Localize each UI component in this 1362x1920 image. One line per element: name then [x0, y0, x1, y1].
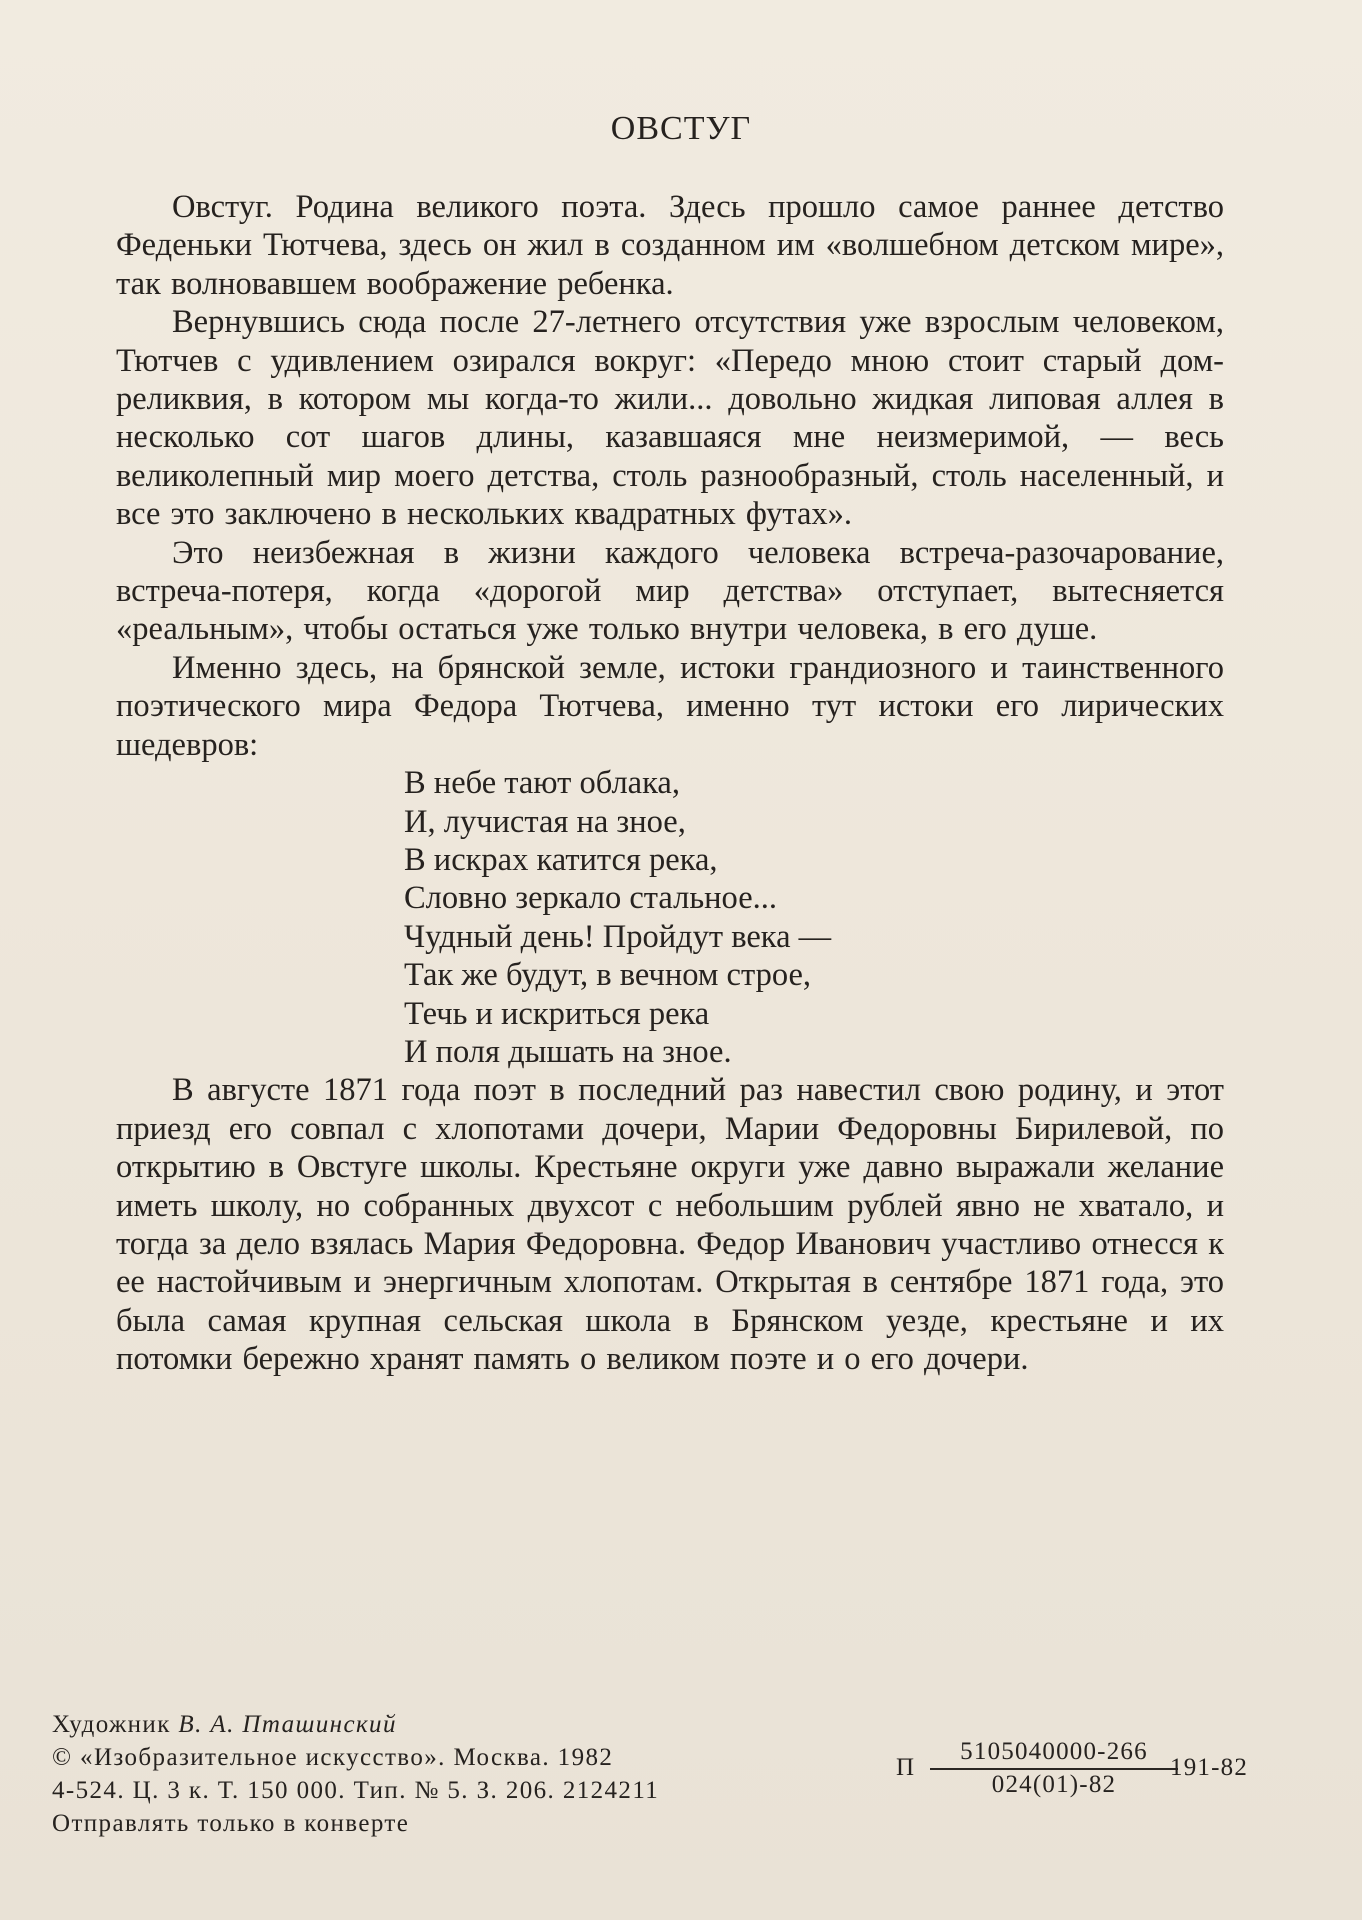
poem-line: Словно зеркало стальное... — [404, 880, 777, 917]
paragraph-1: Овстуг. Родина великого поэта. Здесь прошло самое раннее детство Феденьки Тютчева, здесь он жил в созданном им «волшебном детском мире», так волновавшем воображение ребенка. — [116, 189, 1224, 302]
artist-credit — [52, 1708, 1302, 1741]
paragraph-2: Вернувшись сюда после 27-летнего отсутствия уже взрослым человеком, Тютчев с удивлением озирался вокруг: «Передо мною стоит старый дом-реликвия, в котором мы когда-то жили... довольно жидкая липовая аллея в несколько сот шагов длины, казавшаяся мне неизмеримой, — весь великолепный мир моего детства, столь разнообразный, столь населенный, и все это заключено в нескольких квадратных футах». — [116, 304, 1224, 533]
print-info-line: 4-524. Ц. 3 к. Т. 150 000. Тип. № 5. З. 206. 2124211 — [52, 1777, 660, 1804]
catalog-index — [812, 1738, 1272, 1798]
poem-line: В искрах катится река, — [404, 841, 718, 878]
index-prefix: П — [896, 1754, 916, 1781]
poem-line: Чудный день! Пройдут века — — [404, 918, 832, 955]
index-numerator: 5105040000-266 — [930, 1738, 1178, 1770]
poem-line: И поля дышать на зное. — [404, 1033, 732, 1070]
poem-line: И, лучистая на зное, — [404, 803, 686, 840]
poem-line: Так же будут, в вечном строе, — [404, 957, 812, 994]
publisher-line: © «Изобразительное искусство». Москва. 1982 — [52, 1744, 614, 1771]
poem-line: Течь и искриться река — [404, 995, 710, 1032]
mailing-note: Отправлять только в конверте — [52, 1810, 410, 1837]
poem-stanza — [116, 764, 1224, 1071]
poem-line: В небе тают облака, — [404, 765, 680, 802]
paragraph-3: Это неизбежная в жизни каждого человека встреча-разочарование, встреча-потеря, когда «дорогой мир детства» отступает, вытесняется «реальным», чтобы остаться уже только внутри человека, в его душе. — [116, 534, 1224, 648]
artist-name: В. А. Пташинский — [178, 1711, 397, 1738]
paragraph-closing: В августе 1871 года поэт в последний раз навестил свою родину, и этот приезд его совпал с хлопотами дочери, Марии Федоровны Бирилевой, по открытию в Овстуге школы. Крестьяне округи уже давно выражали желание иметь школу, но собранных двухсот с небольшим рублей явно не хватало, и тогда за дело взялась Мария Федоровна. Федор Иванович участливо отнесся к ее настойчивым и энергичным хлопотам. Открытая в сентябре 1871 года, это была самая крупная сельская школа в Брянском уезде, крестьяне и их потомки бережно хранят память о великом поэте и о его дочери. — [116, 1072, 1224, 1378]
index-fraction — [930, 1738, 1178, 1800]
index-denominator: 024(01)-82 — [991, 1771, 1117, 1798]
paragraph-4: Именно здесь, на брянской земле, истоки грандиозного и таинственного поэтического мира Федора Тютчева, именно тут истоки его лирических шедевров: — [116, 649, 1224, 763]
index-suffix: 191-82 — [1170, 1754, 1249, 1781]
article-body — [116, 188, 1224, 1379]
artist-label: Художник — [52, 1711, 171, 1738]
page-title: ОВСТУГ — [610, 110, 752, 147]
